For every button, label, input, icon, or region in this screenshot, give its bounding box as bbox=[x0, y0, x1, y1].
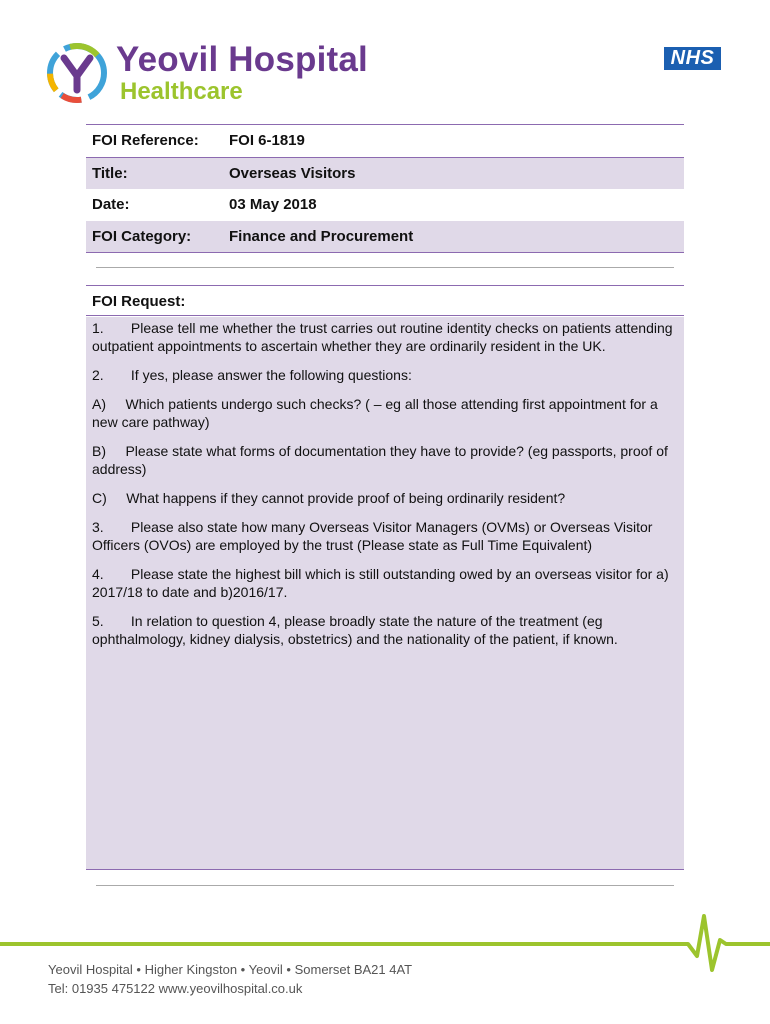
logo-name: Yeovil Hospital bbox=[116, 40, 368, 79]
hospital-logo bbox=[44, 40, 384, 110]
request-paragraph: C) What happens if they cannot provide proof of being ordinarily resident? bbox=[92, 490, 566, 506]
hospital-logo-mark-icon bbox=[44, 40, 110, 106]
request-body bbox=[86, 317, 684, 870]
reference-value: FOI 6-1819 bbox=[229, 132, 305, 150]
request-paragraph: 5. In relation to question 4, please broadly state the nature of the treatment (eg ophthalmology, kidney dialysis, obstetrics) and the nationality of the patient, if known. bbox=[92, 613, 618, 647]
footer-address: Yeovil Hospital • Higher Kingston • Yeovil • Somerset BA21 4AT bbox=[48, 962, 413, 977]
request-paragraph: 3. Please also state how many Overseas Visitor Managers (OVMs) or Overseas Visitor Officers (OVOs) are employed by the trust (Please state as Full Time Equivalent) bbox=[92, 519, 653, 553]
request-paragraph: A) Which patients undergo such checks? ( – eg all those attending first appointment for a new care pathway) bbox=[92, 396, 658, 430]
date-value: 03 May 2018 bbox=[229, 196, 317, 214]
date-row bbox=[86, 189, 684, 221]
category-value: Finance and Procurement bbox=[229, 227, 414, 245]
reference-row bbox=[86, 124, 684, 158]
title-label: Title: bbox=[92, 164, 128, 182]
request-paragraph: B) Please state what forms of documentation they have to provide? (eg passports, proof of address) bbox=[92, 443, 668, 477]
nhs-badge: NHS bbox=[664, 47, 721, 70]
request-heading: FOI Request: bbox=[86, 285, 684, 316]
divider bbox=[96, 885, 674, 886]
footer-contact: Tel: 01935 475122 www.yeovilhospital.co.uk bbox=[48, 981, 303, 996]
title-value: Overseas Visitors bbox=[229, 164, 356, 182]
request-paragraph: 1. Please tell me whether the trust carries out routine identity checks on patients attending outpatient appointments to ascertain whether they are ordinarily resident in the UK. bbox=[92, 320, 673, 354]
title-row bbox=[86, 158, 684, 190]
request-paragraph: 2. If yes, please answer the following questions: bbox=[92, 367, 412, 383]
reference-label: FOI Reference: bbox=[92, 132, 199, 150]
foi-metadata-table bbox=[86, 124, 684, 253]
date-label: Date: bbox=[92, 196, 130, 214]
request-paragraph: 4. Please state the highest bill which is still outstanding owed by an overseas visitor for a) 2017/18 to date and b)2016/17. bbox=[92, 566, 669, 600]
category-label: FOI Category: bbox=[92, 227, 192, 245]
divider bbox=[96, 267, 674, 268]
logo-subtitle: Healthcare bbox=[120, 78, 243, 105]
category-row bbox=[86, 221, 684, 254]
